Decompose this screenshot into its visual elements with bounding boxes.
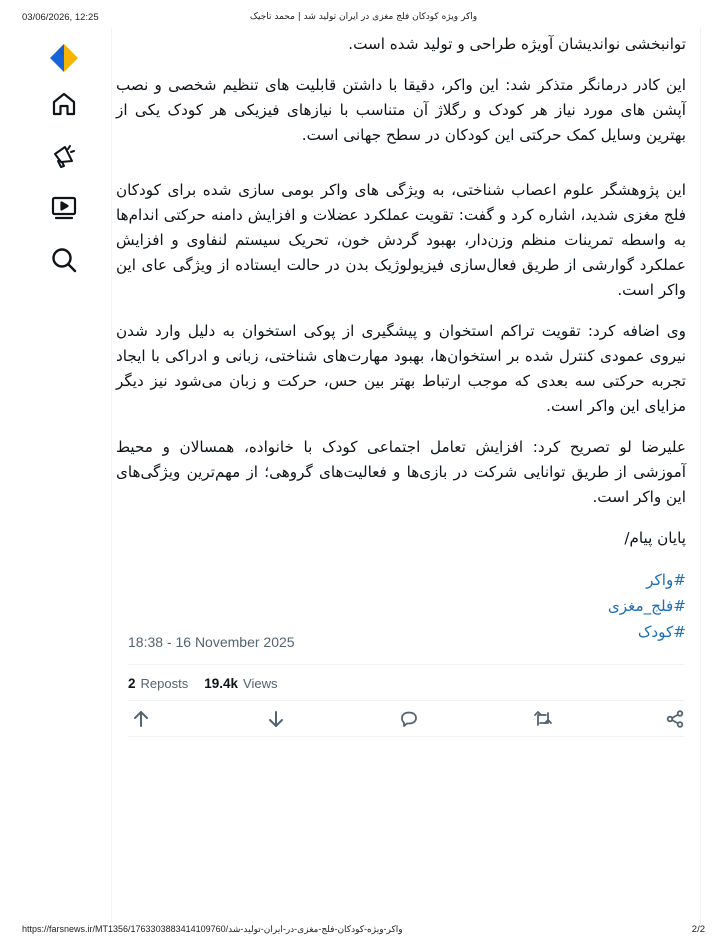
reposts-count: 2 bbox=[128, 675, 136, 691]
video-icon[interactable] bbox=[50, 194, 78, 222]
hashtag-link[interactable]: #کودک bbox=[637, 623, 686, 641]
print-header bbox=[0, 10, 727, 26]
divider bbox=[128, 736, 684, 737]
hashtag-link[interactable]: #فلج_مغزی bbox=[607, 597, 686, 615]
print-date: 03/06/2026, 12:25 bbox=[22, 12, 99, 23]
repost-icon[interactable] bbox=[532, 708, 554, 730]
views-count: 19.4k bbox=[204, 675, 239, 691]
megaphone-icon[interactable] bbox=[50, 142, 78, 170]
arrow-down-icon[interactable] bbox=[265, 708, 287, 730]
post-column bbox=[111, 28, 701, 922]
share-icon[interactable] bbox=[664, 708, 686, 730]
print-title: واکر ویژه کودکان فلج مغزی در ایران تولید شد | محمد تاجیک bbox=[249, 12, 478, 22]
divider bbox=[128, 700, 684, 701]
reposts-stat[interactable] bbox=[128, 676, 188, 691]
search-icon[interactable] bbox=[50, 246, 78, 274]
hashtag-link[interactable]: #واکر bbox=[646, 571, 686, 589]
post-actions bbox=[128, 706, 684, 734]
home-icon[interactable] bbox=[50, 90, 78, 118]
post-paragraph: وی اضافه کرد: تقویت تراکم استخوان و پیشگیری از پوکی استخوان به دلیل وارد شدن نیروی عمودی کنترل شده بر استخوان‌ها، بهبود مهارت‌های شناختی، زبانی و ادراکی با ایجاد تجربه حرکتی سه بعدی که موجب ارتباط بهتر بین حس، حرکت و زبان می‌شود نیز دیگر مزایای این واکر است. bbox=[116, 322, 686, 415]
print-page-number: 2/2 bbox=[691, 924, 705, 935]
divider bbox=[128, 664, 684, 665]
print-url: https://farsnews.ir/MT1356/1763303883414109760/واکر-ویژه-کودکان-فلج-مغزی-در-ایران-تولید-شد bbox=[22, 924, 403, 934]
arrow-up-icon[interactable] bbox=[130, 708, 152, 730]
post-sign-off: پایان پیام/ bbox=[624, 529, 686, 547]
post-timestamp[interactable]: 18:38 - 16 November 2025 bbox=[128, 634, 295, 650]
reposts-label: Reposts bbox=[140, 675, 189, 691]
post-stats bbox=[128, 671, 293, 695]
post-paragraph: علیرضا لو تصریح کرد: افزایش تعامل اجتماعی کودک با خانواده، همسالان و محیط آموزشی از طریق توانایی شرکت در بازی‌ها و فعالیت‌های گروهی؛ از مهم‌ترین ویژگی‌های این واکر است. bbox=[116, 438, 686, 506]
print-footer bbox=[0, 922, 727, 938]
logo[interactable] bbox=[44, 38, 84, 78]
post-paragraph: این کادر درمانگر متذکر شد: این واکر، دقیقا با داشتن قابلیت های تنظیم شخصی و نصب آپشن های مورد نیاز هر کودک و رگلاژ آن متناسب با نیازهای فیزیکی هر کودک یکی از بهترین وسایل کمک حرکتی این کودکان در سطح جهانی است. bbox=[116, 76, 686, 144]
views-stat bbox=[204, 676, 277, 691]
views-label: Views bbox=[243, 675, 278, 691]
post-paragraph: این پژوهشگر علوم اعصاب شناختی، به ویژگی های واکر بومی سازی شده برای کودکان فلج مغزی شدید، اشاره کرد و گفت: تقویت عملکرد عضلات و افزایش دامنه حرکتی اندام‌ها به واسطه تمرینات منظم وزن‌دار، بهبود گردش خون، تحریک سیستم لنفاوی و افزایش عملکرد گوارشی از طریق فعال‌سازی فیزیولوژیک بدن در حالت ایستاده از ویژگی عای این واکر است. bbox=[116, 181, 686, 299]
reply-icon[interactable] bbox=[398, 708, 420, 730]
post-text bbox=[116, 28, 686, 645]
post-paragraph: توانبخشی نواندیشان آویژه طراحی و تولید شده است. bbox=[348, 35, 686, 53]
